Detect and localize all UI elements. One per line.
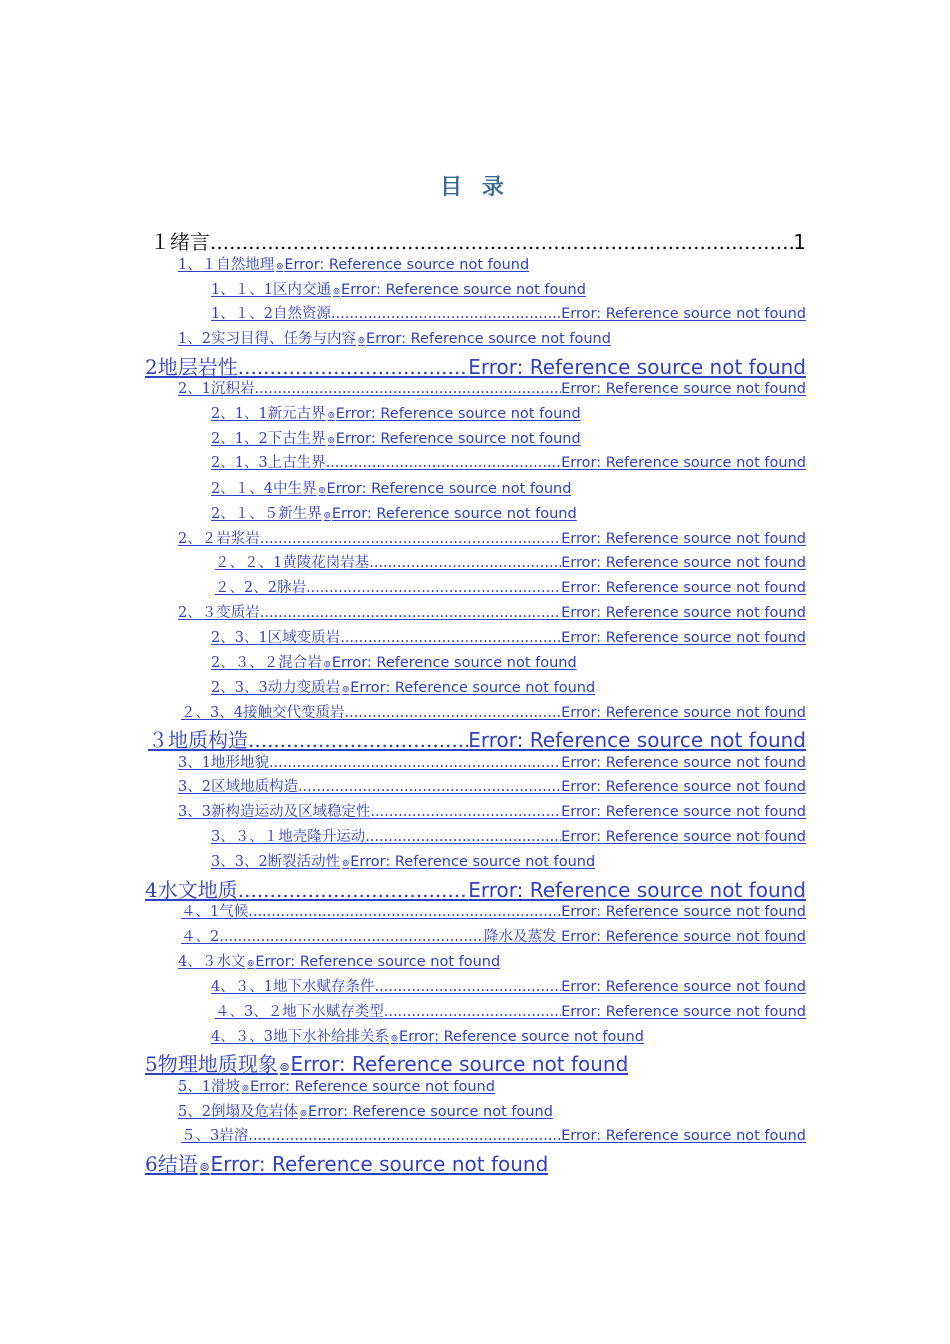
toc-entry [150, 228, 806, 256]
toc-entry-label: 5、2倒塌及危岩体 [178, 1104, 298, 1120]
toc-entry[interactable] [211, 1026, 644, 1048]
toc-leader-dots [260, 528, 561, 550]
toc-entry[interactable] [211, 303, 806, 325]
toc-page-reference: Error: Reference source not found [561, 630, 806, 646]
toc-page-reference: Error: Reference source not found [561, 829, 806, 845]
toc-title: 目 录 [440, 175, 510, 200]
toc-entry-label: 5、1滑坡 [178, 1079, 240, 1095]
toc-page-reference: ๏ Error: Reference source not found [242, 1076, 495, 1098]
toc-entry-label: 2地层岩性 [145, 355, 238, 379]
toc-entry[interactable] [211, 428, 581, 450]
toc-page-reference: Error: Reference source not found [561, 804, 806, 820]
toc-page-reference: Error: Reference source not found [561, 979, 806, 995]
toc-leader-dots [248, 1125, 561, 1147]
toc-page-reference: ๏ Error: Reference source not found [200, 1150, 549, 1178]
toc-entry[interactable] [211, 503, 577, 525]
toc-entry-label: 3、３、１地壳隆升运动 [211, 829, 366, 845]
toc-leader-dots [238, 353, 468, 381]
toc-entry-label: ３地质构造 [148, 728, 248, 752]
toc-entry[interactable] [181, 926, 806, 948]
toc-entry-label: 2、1、3上古生界 [211, 455, 326, 471]
toc-leader-dots [331, 303, 561, 325]
toc-entry-label: 2、２岩浆岩 [178, 531, 260, 547]
toc-leader-dots [370, 801, 561, 823]
toc-page-reference: Error: Reference source not found [561, 455, 806, 471]
toc-entry[interactable] [178, 528, 806, 550]
toc-entry-label: 3、2区域地质构造 [178, 779, 298, 795]
toc-entry[interactable] [145, 1050, 628, 1078]
toc-page-reference: Error: Reference source not found [561, 1004, 806, 1020]
toc-page-reference: ๏ Error: Reference source not found [328, 403, 581, 425]
toc-leader-dots [210, 228, 793, 256]
toc-page-reference: Error: Reference source not found [561, 555, 806, 571]
toc-leader-dots [260, 602, 561, 624]
toc-leader-dots [248, 901, 561, 923]
toc-entry[interactable] [178, 1076, 495, 1098]
toc-page-reference: ๏ Error: Reference source not found [342, 851, 595, 873]
toc-page-reference: Error: Reference source not found [561, 755, 806, 771]
toc-entry-label: ５、3岩溶 [181, 1128, 249, 1144]
toc-entry[interactable] [181, 702, 806, 724]
toc-entry[interactable] [178, 1101, 553, 1123]
toc-page-reference: Error: Reference source not found [561, 705, 806, 721]
toc-entry[interactable] [215, 552, 806, 574]
toc-entry[interactable] [211, 677, 595, 699]
toc-entry-label: ２、２、1黄陵花岗岩基 [215, 555, 370, 571]
toc-entry[interactable] [215, 1001, 806, 1023]
toc-entry[interactable] [211, 627, 806, 649]
toc-page-reference: Error: Reference source not found [561, 580, 806, 596]
toc-entry[interactable] [178, 752, 806, 774]
toc-page-reference: Error: Reference source not found [561, 904, 806, 920]
toc-entry-label: 1、１、2自然资源 [211, 306, 331, 322]
toc-entry[interactable] [145, 1150, 548, 1178]
toc-entry-label: ４、3、２地下水赋存类型 [215, 1004, 384, 1020]
toc-page-reference: Error: Reference source not found [561, 605, 806, 621]
toc-entry-label: 2、３变质岩 [178, 605, 260, 621]
toc-entry-label: 1、１、1区内交通 [211, 282, 331, 298]
toc-entry-label: 4、３、1地下水赋存条件 [211, 979, 375, 995]
toc-entry-label: 3、3新构造运动及区域稳定性 [178, 804, 371, 820]
toc-entry-label: １绪言 [150, 230, 210, 254]
toc-entry[interactable] [148, 726, 806, 754]
toc-entry-label: ４、1气候 [181, 904, 249, 920]
toc-page-reference: ๏ Error: Reference source not found [300, 1101, 553, 1123]
toc-entry[interactable] [211, 652, 577, 674]
toc-page-reference: ๏ Error: Reference source not found [276, 254, 529, 276]
toc-entry[interactable] [178, 378, 806, 400]
toc-entry[interactable] [181, 901, 806, 923]
toc-page-reference: ๏ Error: Reference source not found [358, 328, 611, 350]
toc-entry-label: 4、３水文 [178, 954, 246, 970]
toc-entry-label: 2、１、4中生界 [211, 481, 317, 497]
toc-leader-dots [369, 552, 561, 574]
toc-entry-label: 1、2实习目得、任务与内容 [178, 331, 356, 347]
toc-entry[interactable] [211, 452, 806, 474]
toc-entry-label: ２、3、4接触交代变质岩 [181, 705, 345, 721]
toc-entry[interactable] [211, 279, 586, 301]
toc-leader-dots [340, 627, 561, 649]
toc-entry[interactable] [178, 602, 806, 624]
toc-entry-label: 2、1、2下古生界 [211, 431, 326, 447]
toc-leader-dots [344, 702, 561, 724]
toc-page-reference: Error: Reference source not found [468, 728, 806, 752]
toc-page-reference: ๏ Error: Reference source not found [391, 1026, 644, 1048]
toc-entry[interactable] [178, 328, 611, 350]
toc-page-reference: ๏ Error: Reference source not found [247, 951, 500, 973]
toc-entry-label: 1、１自然地理 [178, 257, 275, 273]
toc-entry[interactable] [145, 876, 806, 904]
toc-leader-dots [365, 826, 561, 848]
toc-page-reference: ๏ Error: Reference source not found [328, 428, 581, 450]
toc-leader-dots [254, 378, 561, 400]
toc-page-reference: Error: Reference source not found [561, 306, 806, 322]
toc-entry[interactable] [178, 801, 806, 823]
toc-entry-label: 2、3、1区域变质岩 [211, 630, 341, 646]
toc-page-reference: Error: Reference source not found [561, 531, 806, 547]
toc-leader-dots [238, 876, 468, 904]
toc-entry[interactable] [211, 826, 806, 848]
toc-leader-dots [374, 976, 561, 998]
toc-page-reference: ๏ Error: Reference source not found [324, 503, 577, 525]
toc-leader-dots [269, 752, 561, 774]
toc-entry-label: 3、3、2断裂活动性 [211, 854, 341, 870]
toc-leader-dots [298, 776, 561, 798]
toc-entry-label: 2、３、２混合岩 [211, 655, 322, 671]
toc-entry[interactable] [211, 851, 595, 873]
toc-entry-label: 4、３、3地下水补给排关系 [211, 1029, 389, 1045]
toc-page-reference: Error: Reference source not found [561, 779, 806, 795]
toc-entry-label: 4水文地质 [145, 878, 238, 902]
toc-entry-label: ４、2 [181, 929, 220, 945]
toc-entry[interactable] [211, 403, 581, 425]
toc-page-reference: ๏ Error: Reference source not found [280, 1050, 629, 1078]
toc-entry-label: 2、1、1新元古界 [211, 406, 326, 422]
toc-entry[interactable] [211, 976, 806, 998]
toc-leader-dots [248, 726, 468, 754]
toc-entry-label: 3、1地形地貌 [178, 755, 269, 771]
toc-page-reference: ๏ Error: Reference source not found [318, 478, 571, 500]
toc-entry-label: ２、2、2脉岩 [215, 580, 306, 596]
toc-entry-label: 5物理地质现象 [145, 1052, 278, 1076]
toc-leader-dots [219, 926, 484, 948]
toc-page-reference: ๏ Error: Reference source not found [333, 279, 586, 301]
toc-entry[interactable] [181, 1125, 806, 1147]
toc-entry[interactable] [178, 951, 500, 973]
toc-leader-dots [326, 452, 561, 474]
toc-page-reference: Error: Reference source not found [468, 355, 806, 379]
toc-page-reference: Error: Reference source not found [561, 1128, 806, 1144]
toc-page-reference: Error: Reference source not found [468, 878, 806, 902]
toc-page-reference: ๏ Error: Reference source not found [324, 652, 577, 674]
toc-leader-dots [384, 1001, 561, 1023]
toc-page-reference: 1 [793, 230, 806, 254]
toc-leader-dots [306, 577, 561, 599]
toc-entry[interactable] [215, 577, 806, 599]
toc-entry[interactable] [211, 478, 571, 500]
toc-entry-label: 2、１、５新生界 [211, 506, 322, 522]
toc-entry[interactable] [178, 776, 806, 798]
toc-page-reference: ๏ Error: Reference source not found [342, 677, 595, 699]
toc-entry-label: 2、1沉积岩 [178, 381, 255, 397]
toc-page-reference: Error: Reference source not found [561, 381, 806, 397]
toc-entry-label: 2、3、3动力变质岩 [211, 680, 341, 696]
toc-entry-label: 6结语 [145, 1152, 198, 1176]
toc-page-reference: 降水及蒸发 Error: Reference source not found [484, 929, 806, 945]
toc-entry[interactable] [145, 353, 806, 381]
toc-entry[interactable] [178, 254, 529, 276]
